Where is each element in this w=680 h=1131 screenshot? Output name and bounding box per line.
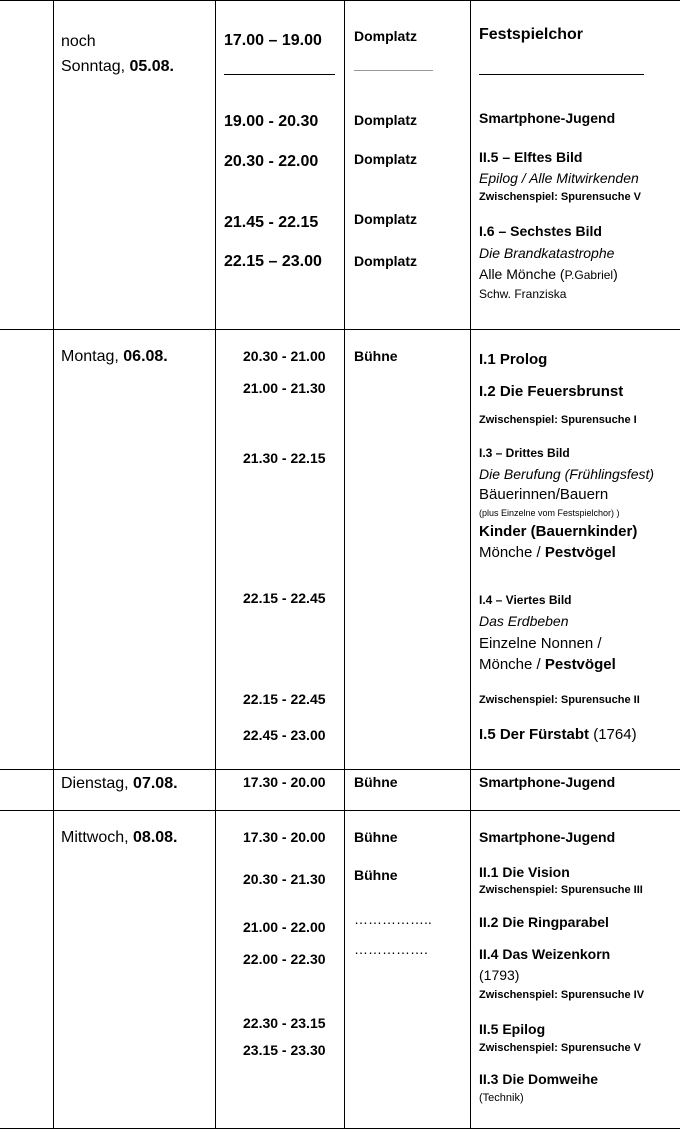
col-border-2 (215, 0, 216, 1129)
program-item: Das Erdbeben (479, 613, 569, 629)
time-slot: 17.00 – 19.00 (224, 32, 322, 49)
row-border-1 (0, 329, 680, 330)
day-name: Dienstag, (61, 775, 134, 792)
col-border-4 (470, 0, 471, 1129)
program-item: Bäuerinnen/Bauern (479, 486, 609, 503)
program-item: Epilog / Alle Mitwirkenden (479, 170, 639, 186)
day-label (61, 829, 178, 847)
day-name: Sonntag, (61, 58, 130, 75)
time-underline (224, 74, 335, 75)
place: Bühne (354, 348, 398, 364)
program-text: Alle Mönche ( (479, 266, 565, 282)
program-item: II.5 – Elftes Bild (479, 149, 583, 165)
day-name: Mittwoch, (61, 829, 134, 846)
time-slot: 22.15 – 23.00 (224, 253, 322, 270)
program-item: Die Brandkatastrophe (479, 245, 615, 261)
place: Domplatz (354, 28, 417, 44)
program-item (479, 656, 616, 673)
program-item: Zwischenspiel: Spurensuche V (479, 191, 641, 203)
time-slot: 22.15 - 22.45 (243, 590, 326, 606)
program-item: Die Berufung (Frühlingsfest) (479, 466, 655, 482)
row-border-top (0, 0, 680, 1)
place: …………….. (354, 911, 432, 927)
program-item: II.5 Epilog (479, 1021, 546, 1037)
time-slot: 17.30 - 20.00 (243, 774, 326, 790)
row-border-bottom (0, 1128, 680, 1129)
program-item: (1793) (479, 967, 520, 983)
time-slot: 22.45 - 23.00 (243, 727, 326, 743)
program-item: Zwischenspiel: Spurensuche III (479, 884, 643, 896)
program-item: Smartphone-Jugend (479, 110, 616, 126)
time-slot: 22.15 - 22.45 (243, 691, 326, 707)
program-item: (plus Einzelne vom Festspielchor) ) (479, 508, 620, 518)
place: Domplatz (354, 151, 417, 167)
program-text: Mönche / (479, 656, 545, 673)
program-item: II.3 Die Domweihe (479, 1071, 599, 1087)
program-item: Smartphone-Jugend (479, 774, 616, 790)
program-item: II.4 Das Weizenkorn (479, 946, 611, 962)
place-underline (354, 70, 433, 71)
program-item: Smartphone-Jugend (479, 829, 616, 845)
time-slot: 21.45 - 22.15 (224, 214, 319, 231)
program-item (479, 266, 618, 283)
time-slot: 20.30 - 21.00 (243, 348, 326, 364)
program-item: Schw. Franziska (479, 287, 567, 301)
day-date: 06.08. (123, 348, 168, 365)
time-slot: 20.30 - 22.00 (224, 153, 319, 170)
day-label (61, 348, 168, 366)
place: Domplatz (354, 112, 417, 128)
program-item (479, 544, 616, 561)
program-item: I.3 – Drittes Bild (479, 446, 570, 460)
program-title: Festspielchor (479, 26, 584, 43)
program-text: Pestvögel (544, 544, 616, 561)
program-underline (479, 74, 644, 75)
program-item: II.1 Die Vision (479, 864, 570, 880)
place: Bühne (354, 774, 398, 790)
time-slot: 22.00 - 22.30 (243, 951, 326, 967)
program-item: Kinder (Bauernkinder) (479, 523, 638, 540)
day-label (61, 58, 174, 76)
place: Bühne (354, 829, 398, 845)
day-name: Montag, (61, 348, 124, 365)
col-border-1 (53, 0, 54, 1129)
time-slot: 23.15 - 23.30 (243, 1042, 326, 1058)
program-item: I.6 – Sechstes Bild (479, 223, 602, 239)
time-slot: 22.30 - 23.15 (243, 1015, 326, 1031)
place: ……………. (354, 941, 428, 957)
program-item: Einzelne Nonnen / (479, 635, 602, 652)
day-prefix: noch (61, 33, 96, 50)
program-text: (1764) (589, 726, 637, 743)
time-slot: 21.00 - 22.00 (243, 919, 326, 935)
program-item: I.1 Prolog (479, 351, 548, 368)
program-item: Zwischenspiel: Spurensuche V (479, 1042, 641, 1054)
day-label (61, 775, 178, 793)
program-item: I.4 – Viertes Bild (479, 593, 572, 607)
program-item: Zwischenspiel: Spurensuche I (479, 414, 637, 426)
program-item: I.2 Die Feuersbrunst (479, 383, 624, 400)
time-slot: 20.30 - 21.30 (243, 871, 326, 887)
day-date: 05.08. (129, 58, 174, 75)
program-text: Pestvögel (544, 656, 616, 673)
program-text: ) (613, 266, 618, 282)
program-item: II.2 Die Ringparabel (479, 914, 609, 930)
program-item: (Technik) (479, 1092, 524, 1104)
program-item: Zwischenspiel: Spurensuche IV (479, 989, 645, 1001)
place: Domplatz (354, 253, 417, 269)
day-date: 08.08. (133, 829, 178, 846)
program-text: Mönche / (479, 544, 545, 561)
day-date: 07.08. (133, 775, 178, 792)
col-border-3 (344, 0, 345, 1129)
program-text: I.5 Der Fürstabt (479, 726, 590, 743)
time-slot: 21.30 - 22.15 (243, 450, 326, 466)
program-item: Zwischenspiel: Spurensuche II (479, 694, 640, 706)
row-border-2 (0, 769, 680, 770)
place: Bühne (354, 867, 398, 883)
program-item (479, 726, 637, 743)
program-text: P.Gabriel (564, 268, 614, 282)
place: Domplatz (354, 211, 417, 227)
time-slot: 21.00 - 21.30 (243, 380, 326, 396)
time-slot: 19.00 - 20.30 (224, 113, 319, 130)
row-border-3 (0, 810, 680, 811)
time-slot: 17.30 - 20.00 (243, 829, 326, 845)
